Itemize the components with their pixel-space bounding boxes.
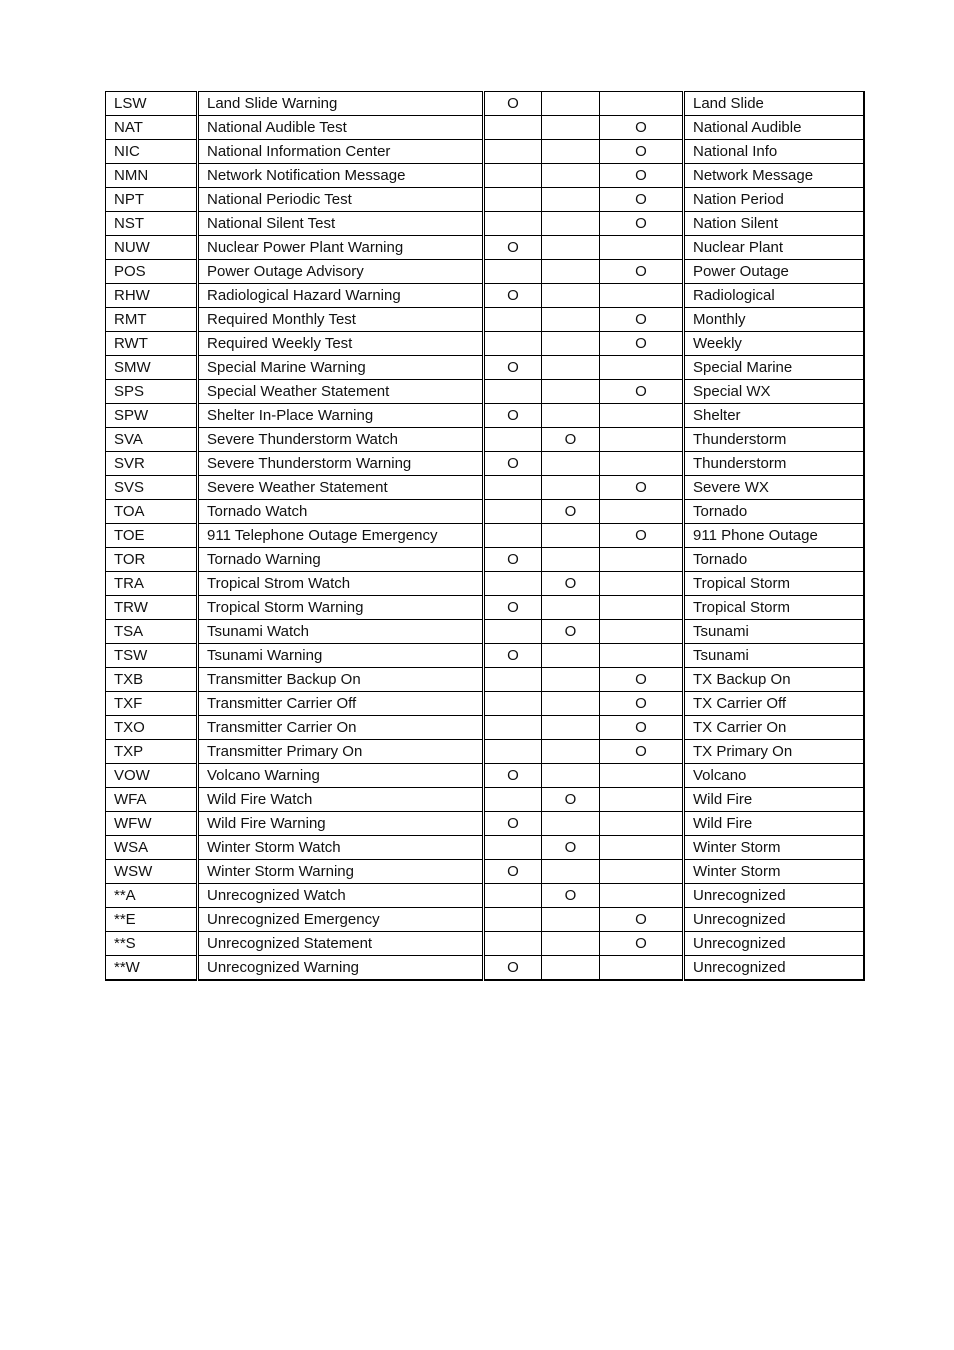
event-name-cell: Transmitter Carrier On xyxy=(198,716,484,740)
watch-mark-cell xyxy=(542,692,600,716)
table-row xyxy=(106,236,864,260)
event-code-cell: SPW xyxy=(106,404,198,428)
event-name-cell: Shelter In-Place Warning xyxy=(198,404,484,428)
event-code-cell: RHW xyxy=(106,284,198,308)
watch-mark-cell xyxy=(542,524,600,548)
table-row xyxy=(106,452,864,476)
warning-mark-cell: O xyxy=(484,92,542,116)
warning-mark-cell xyxy=(484,164,542,188)
event-name-cell: Unrecognized Emergency xyxy=(198,908,484,932)
event-code-cell: WFW xyxy=(106,812,198,836)
event-name-cell: Tsunami Watch xyxy=(198,620,484,644)
short-name-cell: Power Outage xyxy=(684,260,864,284)
warning-mark-cell xyxy=(484,716,542,740)
short-name-cell: Thunderstorm xyxy=(684,452,864,476)
event-code-cell: **S xyxy=(106,932,198,956)
event-name-cell: Transmitter Carrier Off xyxy=(198,692,484,716)
table-row xyxy=(106,92,864,116)
table-row xyxy=(106,476,864,500)
short-name-cell: TX Carrier On xyxy=(684,716,864,740)
warning-mark-cell xyxy=(484,788,542,812)
table-row xyxy=(106,428,864,452)
event-code-cell: POS xyxy=(106,260,198,284)
warning-mark-cell xyxy=(484,932,542,956)
short-name-cell: Unrecognized xyxy=(684,932,864,956)
event-name-cell: Volcano Warning xyxy=(198,764,484,788)
event-code-cell: NST xyxy=(106,212,198,236)
table-row xyxy=(106,524,864,548)
short-name-cell: Nuclear Plant xyxy=(684,236,864,260)
warning-mark-cell xyxy=(484,692,542,716)
watch-mark-cell xyxy=(542,236,600,260)
statement-mark-cell: O xyxy=(600,188,684,212)
warning-mark-cell xyxy=(484,572,542,596)
statement-mark-cell: O xyxy=(600,260,684,284)
short-name-cell: National Audible xyxy=(684,116,864,140)
statement-mark-cell: O xyxy=(600,164,684,188)
short-name-cell: Special WX xyxy=(684,380,864,404)
warning-mark-cell: O xyxy=(484,812,542,836)
warning-mark-cell: O xyxy=(484,452,542,476)
statement-mark-cell xyxy=(600,284,684,308)
warning-mark-cell xyxy=(484,476,542,500)
watch-mark-cell xyxy=(542,764,600,788)
event-code-cell: SVR xyxy=(106,452,198,476)
short-name-cell: Nation Silent xyxy=(684,212,864,236)
watch-mark-cell xyxy=(542,380,600,404)
statement-mark-cell: O xyxy=(600,380,684,404)
warning-mark-cell xyxy=(484,836,542,860)
table-row xyxy=(106,716,864,740)
short-name-cell: Tropical Storm xyxy=(684,596,864,620)
short-name-cell: Unrecognized xyxy=(684,956,864,981)
warning-mark-cell xyxy=(484,188,542,212)
statement-mark-cell xyxy=(600,836,684,860)
event-name-cell: Wild Fire Warning xyxy=(198,812,484,836)
table-row xyxy=(106,404,864,428)
watch-mark-cell xyxy=(542,356,600,380)
table-row xyxy=(106,596,864,620)
table-row xyxy=(106,380,864,404)
statement-mark-cell xyxy=(600,620,684,644)
warning-mark-cell xyxy=(484,140,542,164)
watch-mark-cell xyxy=(542,716,600,740)
event-code-cell: TRW xyxy=(106,596,198,620)
watch-mark-cell xyxy=(542,476,600,500)
event-code-cell: NIC xyxy=(106,140,198,164)
event-code-cell: **W xyxy=(106,956,198,981)
watch-mark-cell xyxy=(542,260,600,284)
statement-mark-cell xyxy=(600,812,684,836)
event-name-cell: Severe Thunderstorm Watch xyxy=(198,428,484,452)
event-name-cell: Land Slide Warning xyxy=(198,92,484,116)
event-code-cell: SMW xyxy=(106,356,198,380)
short-name-cell: Tornado xyxy=(684,500,864,524)
statement-mark-cell xyxy=(600,428,684,452)
short-name-cell: Tsunami xyxy=(684,620,864,644)
statement-mark-cell: O xyxy=(600,332,684,356)
warning-mark-cell: O xyxy=(484,956,542,981)
event-name-cell: National Audible Test xyxy=(198,116,484,140)
watch-mark-cell xyxy=(542,956,600,981)
event-name-cell: Tornado Watch xyxy=(198,500,484,524)
warning-mark-cell: O xyxy=(484,596,542,620)
event-name-cell: Tropical Strom Watch xyxy=(198,572,484,596)
statement-mark-cell: O xyxy=(600,932,684,956)
watch-mark-cell xyxy=(542,332,600,356)
table-row xyxy=(106,284,864,308)
table-row xyxy=(106,908,864,932)
event-name-cell: Transmitter Primary On xyxy=(198,740,484,764)
short-name-cell: Radiological xyxy=(684,284,864,308)
warning-mark-cell xyxy=(484,740,542,764)
event-code-cell: **E xyxy=(106,908,198,932)
watch-mark-cell xyxy=(542,740,600,764)
event-code-cell: TXP xyxy=(106,740,198,764)
event-name-cell: Special Weather Statement xyxy=(198,380,484,404)
statement-mark-cell xyxy=(600,92,684,116)
event-name-cell: Severe Weather Statement xyxy=(198,476,484,500)
warning-mark-cell: O xyxy=(484,356,542,380)
table-row xyxy=(106,260,864,284)
event-code-table-body xyxy=(106,92,864,981)
event-code-cell: TRA xyxy=(106,572,198,596)
event-code-cell: WSW xyxy=(106,860,198,884)
event-name-cell: Radiological Hazard Warning xyxy=(198,284,484,308)
table-row xyxy=(106,956,864,981)
event-name-cell: Severe Thunderstorm Warning xyxy=(198,452,484,476)
statement-mark-cell: O xyxy=(600,140,684,164)
warning-mark-cell xyxy=(484,116,542,140)
statement-mark-cell xyxy=(600,764,684,788)
warning-mark-cell xyxy=(484,212,542,236)
short-name-cell: Special Marine xyxy=(684,356,864,380)
event-code-cell: WFA xyxy=(106,788,198,812)
table-row xyxy=(106,740,864,764)
watch-mark-cell xyxy=(542,860,600,884)
table-row xyxy=(106,692,864,716)
statement-mark-cell xyxy=(600,572,684,596)
event-code-cell: TXB xyxy=(106,668,198,692)
watch-mark-cell: O xyxy=(542,884,600,908)
table-row xyxy=(106,788,864,812)
statement-mark-cell xyxy=(600,404,684,428)
event-name-cell: National Information Center xyxy=(198,140,484,164)
watch-mark-cell xyxy=(542,908,600,932)
event-name-cell: Nuclear Power Plant Warning xyxy=(198,236,484,260)
short-name-cell: Monthly xyxy=(684,308,864,332)
statement-mark-cell xyxy=(600,548,684,572)
watch-mark-cell: O xyxy=(542,836,600,860)
short-name-cell: TX Carrier Off xyxy=(684,692,864,716)
statement-mark-cell xyxy=(600,956,684,981)
short-name-cell: National Info xyxy=(684,140,864,164)
table-row xyxy=(106,620,864,644)
table-row xyxy=(106,212,864,236)
table-row xyxy=(106,164,864,188)
event-name-cell: National Periodic Test xyxy=(198,188,484,212)
table-row xyxy=(106,860,864,884)
statement-mark-cell: O xyxy=(600,716,684,740)
event-name-cell: Power Outage Advisory xyxy=(198,260,484,284)
statement-mark-cell xyxy=(600,644,684,668)
table-row xyxy=(106,116,864,140)
statement-mark-cell: O xyxy=(600,524,684,548)
statement-mark-cell xyxy=(600,860,684,884)
table-row xyxy=(106,932,864,956)
warning-mark-cell: O xyxy=(484,404,542,428)
event-name-cell: Required Monthly Test xyxy=(198,308,484,332)
short-name-cell: Winter Storm xyxy=(684,836,864,860)
watch-mark-cell xyxy=(542,116,600,140)
warning-mark-cell xyxy=(484,428,542,452)
watch-mark-cell xyxy=(542,308,600,332)
table-row xyxy=(106,500,864,524)
statement-mark-cell xyxy=(600,788,684,812)
event-code-cell: RMT xyxy=(106,308,198,332)
short-name-cell: Thunderstorm xyxy=(684,428,864,452)
warning-mark-cell xyxy=(484,524,542,548)
event-name-cell: Winter Storm Warning xyxy=(198,860,484,884)
watch-mark-cell xyxy=(542,404,600,428)
watch-mark-cell xyxy=(542,284,600,308)
short-name-cell: 911 Phone Outage xyxy=(684,524,864,548)
statement-mark-cell xyxy=(600,452,684,476)
event-code-cell: TOR xyxy=(106,548,198,572)
watch-mark-cell xyxy=(542,452,600,476)
statement-mark-cell xyxy=(600,500,684,524)
watch-mark-cell xyxy=(542,140,600,164)
watch-mark-cell xyxy=(542,548,600,572)
warning-mark-cell: O xyxy=(484,284,542,308)
event-code-cell: SVS xyxy=(106,476,198,500)
watch-mark-cell: O xyxy=(542,572,600,596)
statement-mark-cell: O xyxy=(600,308,684,332)
short-name-cell: Unrecognized xyxy=(684,884,864,908)
table-row xyxy=(106,884,864,908)
table-row xyxy=(106,668,864,692)
short-name-cell: Land Slide xyxy=(684,92,864,116)
warning-mark-cell xyxy=(484,260,542,284)
event-code-cell: TOA xyxy=(106,500,198,524)
statement-mark-cell: O xyxy=(600,116,684,140)
statement-mark-cell xyxy=(600,884,684,908)
table-row xyxy=(106,308,864,332)
short-name-cell: Network Message xyxy=(684,164,864,188)
document-page xyxy=(105,91,863,981)
warning-mark-cell xyxy=(484,332,542,356)
table-row xyxy=(106,188,864,212)
warning-mark-cell xyxy=(484,380,542,404)
statement-mark-cell xyxy=(600,596,684,620)
event-name-cell: Tsunami Warning xyxy=(198,644,484,668)
event-code-cell: NUW xyxy=(106,236,198,260)
table-row xyxy=(106,332,864,356)
event-code-cell: SPS xyxy=(106,380,198,404)
table-row xyxy=(106,764,864,788)
short-name-cell: Tsunami xyxy=(684,644,864,668)
short-name-cell: Severe WX xyxy=(684,476,864,500)
short-name-cell: Wild Fire xyxy=(684,812,864,836)
warning-mark-cell xyxy=(484,308,542,332)
event-name-cell: Special Marine Warning xyxy=(198,356,484,380)
table-row xyxy=(106,836,864,860)
warning-mark-cell: O xyxy=(484,236,542,260)
event-code-cell: WSA xyxy=(106,836,198,860)
warning-mark-cell: O xyxy=(484,644,542,668)
watch-mark-cell xyxy=(542,164,600,188)
event-name-cell: Unrecognized Watch xyxy=(198,884,484,908)
event-name-cell: Tropical Storm Warning xyxy=(198,596,484,620)
short-name-cell: Unrecognized xyxy=(684,908,864,932)
watch-mark-cell xyxy=(542,92,600,116)
warning-mark-cell: O xyxy=(484,764,542,788)
statement-mark-cell: O xyxy=(600,212,684,236)
short-name-cell: Wild Fire xyxy=(684,788,864,812)
statement-mark-cell: O xyxy=(600,740,684,764)
event-code-cell: TSW xyxy=(106,644,198,668)
short-name-cell: Shelter xyxy=(684,404,864,428)
event-code-cell: **A xyxy=(106,884,198,908)
watch-mark-cell xyxy=(542,188,600,212)
table-row xyxy=(106,644,864,668)
warning-mark-cell: O xyxy=(484,860,542,884)
short-name-cell: Weekly xyxy=(684,332,864,356)
watch-mark-cell xyxy=(542,812,600,836)
watch-mark-cell: O xyxy=(542,428,600,452)
short-name-cell: Tornado xyxy=(684,548,864,572)
watch-mark-cell: O xyxy=(542,620,600,644)
event-code-cell: TXF xyxy=(106,692,198,716)
watch-mark-cell xyxy=(542,644,600,668)
warning-mark-cell xyxy=(484,500,542,524)
warning-mark-cell xyxy=(484,884,542,908)
statement-mark-cell: O xyxy=(600,668,684,692)
event-name-cell: Tornado Warning xyxy=(198,548,484,572)
table-row xyxy=(106,356,864,380)
statement-mark-cell: O xyxy=(600,692,684,716)
statement-mark-cell: O xyxy=(600,476,684,500)
event-name-cell: Winter Storm Watch xyxy=(198,836,484,860)
statement-mark-cell: O xyxy=(600,908,684,932)
short-name-cell: Tropical Storm xyxy=(684,572,864,596)
event-code-cell: NPT xyxy=(106,188,198,212)
event-code-table xyxy=(105,91,865,981)
table-row xyxy=(106,140,864,164)
event-name-cell: Required Weekly Test xyxy=(198,332,484,356)
event-code-cell: LSW xyxy=(106,92,198,116)
watch-mark-cell xyxy=(542,596,600,620)
warning-mark-cell xyxy=(484,620,542,644)
event-code-cell: VOW xyxy=(106,764,198,788)
table-row xyxy=(106,572,864,596)
watch-mark-cell: O xyxy=(542,788,600,812)
short-name-cell: Winter Storm xyxy=(684,860,864,884)
warning-mark-cell xyxy=(484,908,542,932)
event-code-cell: TSA xyxy=(106,620,198,644)
table-row xyxy=(106,812,864,836)
event-code-cell: NAT xyxy=(106,116,198,140)
event-code-cell: TOE xyxy=(106,524,198,548)
event-code-cell: RWT xyxy=(106,332,198,356)
event-name-cell: Unrecognized Statement xyxy=(198,932,484,956)
event-name-cell: 911 Telephone Outage Emergency xyxy=(198,524,484,548)
event-name-cell: National Silent Test xyxy=(198,212,484,236)
event-name-cell: Unrecognized Warning xyxy=(198,956,484,981)
event-code-cell: NMN xyxy=(106,164,198,188)
watch-mark-cell xyxy=(542,668,600,692)
short-name-cell: Nation Period xyxy=(684,188,864,212)
warning-mark-cell xyxy=(484,668,542,692)
event-name-cell: Wild Fire Watch xyxy=(198,788,484,812)
short-name-cell: Volcano xyxy=(684,764,864,788)
watch-mark-cell: O xyxy=(542,500,600,524)
warning-mark-cell: O xyxy=(484,548,542,572)
table-row xyxy=(106,548,864,572)
watch-mark-cell xyxy=(542,932,600,956)
short-name-cell: TX Backup On xyxy=(684,668,864,692)
watch-mark-cell xyxy=(542,212,600,236)
event-name-cell: Network Notification Message xyxy=(198,164,484,188)
short-name-cell: TX Primary On xyxy=(684,740,864,764)
statement-mark-cell xyxy=(600,236,684,260)
event-code-cell: TXO xyxy=(106,716,198,740)
statement-mark-cell xyxy=(600,356,684,380)
event-code-cell: SVA xyxy=(106,428,198,452)
event-name-cell: Transmitter Backup On xyxy=(198,668,484,692)
